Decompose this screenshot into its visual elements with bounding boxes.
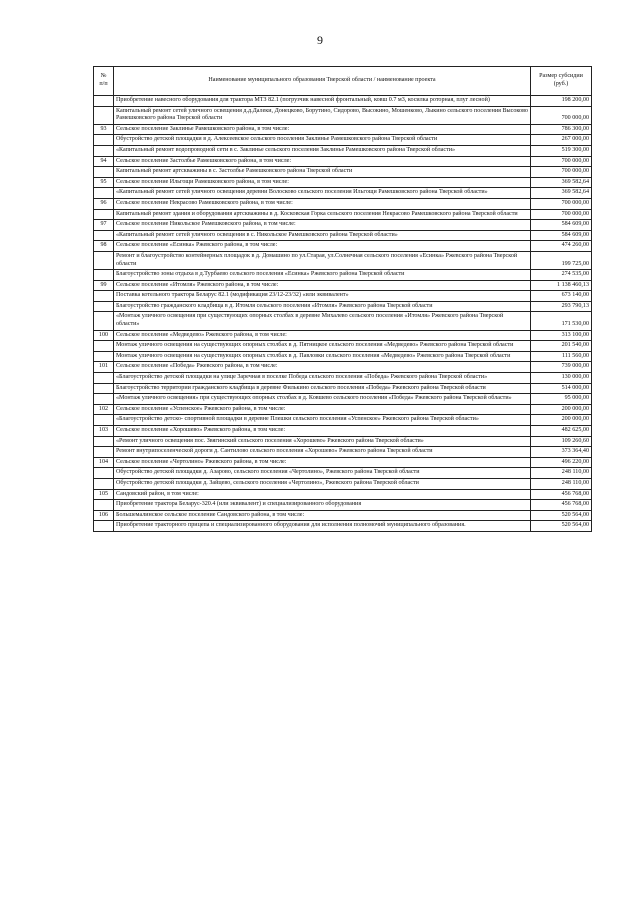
row-name-cell: Сельское поселение «Успенское» Ржевского района, в том числе: — [114, 404, 531, 415]
row-name-cell: Сельское поселение «Победа» Ржевского района, в том числе: — [114, 362, 531, 373]
row-amount-cell: 199 725,00 — [531, 251, 592, 269]
table-header-row — [94, 67, 592, 96]
row-number-cell — [94, 373, 114, 384]
table-row — [94, 230, 592, 241]
column-header-amount — [531, 67, 592, 96]
row-amount-cell: 200 000,00 — [531, 404, 592, 415]
row-number-cell: 105 — [94, 489, 114, 500]
row-name-cell: Ремонт и благоустройство контейнерных площадок в д. Домашино по ул.Старая, ул.Солнечная сельского поселения «Есинка» Ржевского района Тверской области — [114, 251, 531, 269]
row-amount-cell: 248 110,00 — [531, 468, 592, 479]
row-amount-cell: 584 609,00 — [531, 220, 592, 231]
row-name-cell: «Благоустройство детской площадки на улице Заречная в поселке Победа сельского поселения «Победа» Ржевского района Тверской области» — [114, 373, 531, 384]
row-name-cell: Большемалинское сельское поселение Сандовского района, в том числе: — [114, 510, 531, 521]
table-row — [94, 280, 592, 291]
table-row — [94, 521, 592, 532]
row-amount-cell: 482 625,00 — [531, 426, 592, 437]
row-name-cell: Приобретение навесного оборудования для трактора МТЗ 82.1 (погрузчик навесной фронтальный, ковш 0.7 м3, косилка роторная, плуг лесной) — [114, 96, 531, 107]
table-row — [94, 251, 592, 269]
column-header-number-pp: п/п — [99, 81, 108, 87]
table-row — [94, 167, 592, 178]
row-name-cell: «Капитальный ремонт водопроводной сети в с. Заклинье сельского поселения Заклинье Рамешковского района Тверской области» — [114, 145, 531, 156]
table-row — [94, 135, 592, 146]
row-name-cell: Сельское поселение «Итомля» Ржевского района, в том числе: — [114, 280, 531, 291]
row-amount-cell: 130 000,00 — [531, 373, 592, 384]
row-number-cell — [94, 351, 114, 362]
row-amount-cell: 201 540,00 — [531, 341, 592, 352]
row-name-cell: Благоустройство зоны отдыха в д.Турбаево сельского поселения «Есинка» Ржевского района Тверской области — [114, 270, 531, 281]
row-amount-cell: 520 564,00 — [531, 521, 592, 532]
row-amount-cell: 700 000,00 — [531, 198, 592, 209]
row-number-cell: 99 — [94, 280, 114, 291]
row-number-cell — [94, 167, 114, 178]
table-row — [94, 145, 592, 156]
row-number-cell — [94, 135, 114, 146]
table-row — [94, 404, 592, 415]
table-row — [94, 341, 592, 352]
row-name-cell: Монтаж уличного освещения на существующих опорных столбах в д. Павловки сельского поселения «Медведево» Ржевского района Тверской области — [114, 351, 531, 362]
page-number: 9 — [317, 33, 323, 47]
table-row — [94, 373, 592, 384]
row-amount-cell: 496 220,00 — [531, 457, 592, 468]
table-row — [94, 177, 592, 188]
table-row — [94, 383, 592, 394]
column-header-number-sign: № — [100, 73, 107, 80]
row-name-cell: «Благоустройство детско- спортивной площадки в деревне Плешки сельского поселения «Успенское» Ржевского района Тверской области» — [114, 415, 531, 426]
table-row — [94, 457, 592, 468]
column-header-amount-unit: (руб.) — [553, 81, 569, 87]
table-body — [94, 96, 592, 532]
row-amount-cell: 274 535,00 — [531, 270, 592, 281]
row-amount-cell: 95 000,00 — [531, 394, 592, 405]
row-number-cell: 104 — [94, 457, 114, 468]
table-row — [94, 436, 592, 447]
table-row — [94, 301, 592, 312]
row-name-cell: Сельское поселение Застолбье Рамешковского района, в том числе: — [114, 156, 531, 167]
row-amount-cell: 293 790,13 — [531, 301, 592, 312]
row-amount-cell: 584 609,00 — [531, 230, 592, 241]
table-row — [94, 312, 592, 330]
row-number-cell — [94, 270, 114, 281]
row-number-cell — [94, 106, 114, 124]
row-number-cell — [94, 415, 114, 426]
row-name-cell: Сельское поселение «Есинка» Ржевского района, в том числе: — [114, 241, 531, 252]
row-number-cell: 102 — [94, 404, 114, 415]
row-number-cell — [94, 188, 114, 199]
table-row — [94, 220, 592, 231]
table-row — [94, 198, 592, 209]
row-amount-cell: 198 200,00 — [531, 96, 592, 107]
row-amount-cell: 456 768,00 — [531, 489, 592, 500]
row-amount-cell: 786 300,00 — [531, 124, 592, 135]
row-amount-cell: 373 364,40 — [531, 447, 592, 458]
row-name-cell: Поставка котельного трактора Беларус 82.1 (модификация 23/12-23/32) «или эквивалент» — [114, 291, 531, 302]
row-number-cell: 98 — [94, 241, 114, 252]
row-name-cell: Приобретение трактора Беларус-320.4 (или эквивалент) и специализированного оборудования — [114, 500, 531, 511]
row-number-cell: 97 — [94, 220, 114, 231]
row-amount-cell: 200 000,00 — [531, 415, 592, 426]
row-name-cell: Сельское поселение Некрасово Рамешковского района, в том числе: — [114, 198, 531, 209]
table-row — [94, 468, 592, 479]
row-number-cell — [94, 436, 114, 447]
row-name-cell: Сельское поселение Никольское Рамешковского района, в том числе: — [114, 220, 531, 231]
table-row — [94, 270, 592, 281]
row-amount-cell: 313 100,00 — [531, 330, 592, 341]
row-amount-cell: 248 110,00 — [531, 478, 592, 489]
row-amount-cell: 369 582,64 — [531, 188, 592, 199]
row-amount-cell: 514 000,00 — [531, 383, 592, 394]
row-name-cell: Благоустройство гражданского кладбища в д. Итомля сельского поселения «Итомля» Ржевского района Тверской области — [114, 301, 531, 312]
row-amount-cell: 519 300,00 — [531, 145, 592, 156]
table-row — [94, 447, 592, 458]
row-number-cell: 100 — [94, 330, 114, 341]
row-name-cell: Сандовский район, в том числе: — [114, 489, 531, 500]
row-amount-cell: 369 582,64 — [531, 177, 592, 188]
row-amount-cell: 700 000,00 — [531, 167, 592, 178]
table-row — [94, 489, 592, 500]
row-number-cell — [94, 500, 114, 511]
row-number-cell — [94, 341, 114, 352]
subsidy-table — [93, 66, 592, 532]
row-number-cell: 96 — [94, 198, 114, 209]
row-name-cell: Приобретение тракторного прицепа и специализированного оборудования для исполнения полномочий муниципального образования. — [114, 521, 531, 532]
row-name-cell: Капитальный ремонт артскважины в с. Застолбье Рамешковского района Тверской области — [114, 167, 531, 178]
row-amount-cell: 739 000,00 — [531, 362, 592, 373]
row-name-cell: Обустройство детской площадки в д. Алексеевское сельского поселения Заклинье Рамешковского района Тверской области — [114, 135, 531, 146]
row-amount-cell: 673 140,00 — [531, 291, 592, 302]
table-row — [94, 351, 592, 362]
table-row — [94, 188, 592, 199]
table-row — [94, 330, 592, 341]
row-amount-cell: 700 000,00 — [531, 106, 592, 124]
row-amount-cell: 109 260,60 — [531, 436, 592, 447]
row-number-cell: 95 — [94, 177, 114, 188]
row-number-cell — [94, 291, 114, 302]
row-name-cell: Монтаж уличного освещения на существующих опорных столбах в д. Пятницкое сельского поселения «Медведево» Ржевского района Тверской области — [114, 341, 531, 352]
row-number-cell — [94, 478, 114, 489]
row-name-cell: Ремонт внутрипоселенческой дороги д. Сантилово сельского поселения «Хорошево» Ржевского района Тверской области — [114, 447, 531, 458]
table-row — [94, 241, 592, 252]
row-amount-cell: 700 000,00 — [531, 209, 592, 220]
table-row — [94, 362, 592, 373]
row-name-cell: «Капитальный ремонт сетей уличного освещения деревни Волосково сельского поселения Ильгощи Рамешковского района Тверской области» — [114, 188, 531, 199]
row-number-cell — [94, 383, 114, 394]
row-number-cell: 103 — [94, 426, 114, 437]
row-number-cell — [94, 251, 114, 269]
row-number-cell — [94, 312, 114, 330]
row-amount-cell: 520 564,00 — [531, 510, 592, 521]
table-row — [94, 394, 592, 405]
table-row — [94, 209, 592, 220]
table-row — [94, 106, 592, 124]
row-name-cell: Капитальный ремонт здания и оборудования артскважины в д. Косковская Горка сельского поселения Некрасово Рамешковского района Тверской области — [114, 209, 531, 220]
row-name-cell: «Капитальный ремонт сетей уличного освещения в с. Никольское Рамешковского района Тверской области» — [114, 230, 531, 241]
row-number-cell — [94, 96, 114, 107]
row-number-cell: 93 — [94, 124, 114, 135]
table-row — [94, 426, 592, 437]
table-row — [94, 156, 592, 167]
table-row — [94, 478, 592, 489]
row-name-cell: Сельское поселение «Чертолино» Ржевского района, в том числе: — [114, 457, 531, 468]
row-amount-cell: 700 000,00 — [531, 156, 592, 167]
row-number-cell — [94, 145, 114, 156]
table-row — [94, 500, 592, 511]
row-name-cell: Благоустройство территории гражданского кладбища в деревне Филькино сельского поселения «Победа» Ржевского района Тверской области — [114, 383, 531, 394]
row-number-cell — [94, 521, 114, 532]
row-name-cell: Сельское поселение Заклинье Рамешковского района, в том числе: — [114, 124, 531, 135]
row-number-cell: 94 — [94, 156, 114, 167]
table-row — [94, 510, 592, 521]
row-name-cell: Сельское поселение «Хорошево» Ржевского района, в том числе: — [114, 426, 531, 437]
row-amount-cell: 1 138 460,13 — [531, 280, 592, 291]
column-header-name: Наименование муниципального образования Тверской области / наименование проекта — [114, 67, 531, 96]
table-row — [94, 124, 592, 135]
column-header-number — [94, 67, 114, 96]
row-number-cell: 106 — [94, 510, 114, 521]
column-header-amount-title: Размер субсидии — [539, 73, 583, 80]
table-row — [94, 96, 592, 107]
row-amount-cell: 111 560,00 — [531, 351, 592, 362]
row-amount-cell: 267 000,00 — [531, 135, 592, 146]
row-number-cell — [94, 209, 114, 220]
row-amount-cell: 474 260,00 — [531, 241, 592, 252]
row-amount-cell: 456 768,00 — [531, 500, 592, 511]
row-name-cell: «Монтаж уличного освещения при существующих опорных столбах в деревне Михалево сельского поселения «Итомля» Ржевского района Тверской области» — [114, 312, 531, 330]
row-amount-cell: 171 530,00 — [531, 312, 592, 330]
row-number-cell — [94, 468, 114, 479]
row-name-cell: «Ремонт уличного освещения пос. Звягинский сельского поселения «Хорошево» Ржевского района Тверской области» — [114, 436, 531, 447]
table-row — [94, 415, 592, 426]
row-number-cell — [94, 394, 114, 405]
row-number-cell — [94, 230, 114, 241]
row-number-cell — [94, 447, 114, 458]
table-row — [94, 291, 592, 302]
row-number-cell: 101 — [94, 362, 114, 373]
row-name-cell: «Монтаж уличного освещения» при существующих опорных столбах в д. Ковшево сельского поселения «Победа» Ржевского района Тверской области» — [114, 394, 531, 405]
row-name-cell: Сельское поселение «Медведево» Ржевского района, в том числе: — [114, 330, 531, 341]
row-name-cell: Сельское поселение Ильгощи Рамешковского района, в том числе: — [114, 177, 531, 188]
row-name-cell: Капитальный ремонт сетей уличного освещения д.д.Далеки, Донецково, Борутино, Сидорово, Высокино, Мошенково, Лыкино сельского поселения Высоково Рамешковского района Тверской области — [114, 106, 531, 124]
row-name-cell: Обустройство детской площадки д. Азарово, сельского поселения «Чертолино», Ржевского района Тверской области — [114, 468, 531, 479]
row-name-cell: Обустройство детской площадки д. Зайцево, сельского поселения «Чертолино», Ржевского района Тверской области — [114, 478, 531, 489]
row-number-cell — [94, 301, 114, 312]
